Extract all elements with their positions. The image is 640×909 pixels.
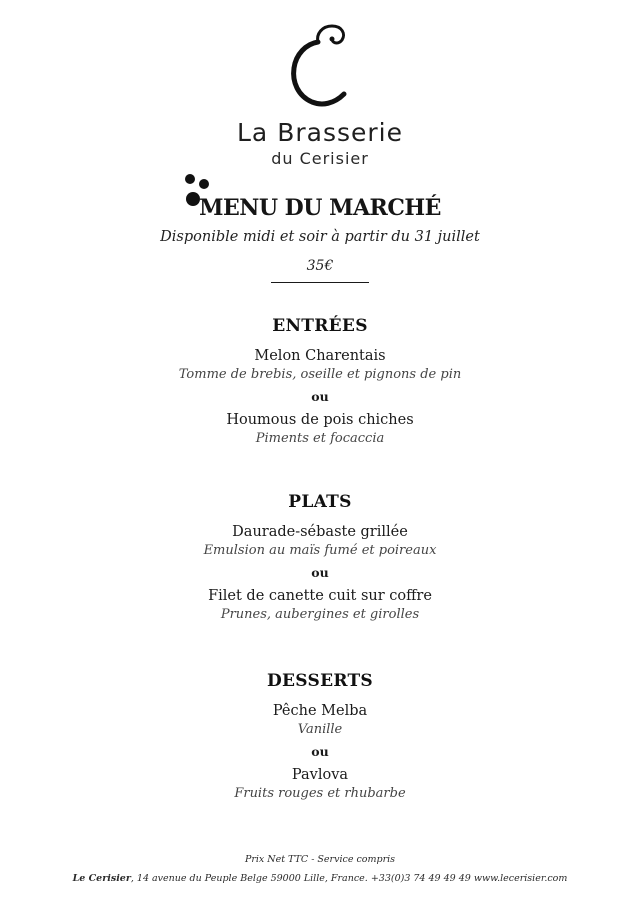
menu-item-description: Tomme de brebis, oseille et pignons de pin — [178, 367, 462, 382]
menu-item-name: Melon Charentais — [254, 348, 386, 364]
menu-item-description: Fruits rouges et rhubarbe — [234, 786, 406, 801]
brasserie-c-logo-icon — [282, 22, 358, 110]
menu-item-name: Houmous de pois chiches — [226, 412, 414, 428]
menu-item-name: Pêche Melba — [272, 703, 368, 719]
menu-item-description: Piments et focaccia — [255, 431, 385, 446]
section-title: PLATS — [288, 492, 352, 512]
footer-restaurant-name: Le Cerisier — [72, 873, 131, 884]
brand-name: La Brasserie — [237, 118, 403, 147]
option-separator: ou — [311, 389, 329, 404]
brand-block — [0, 118, 640, 170]
menu-item-description: Prunes, aubergines et girolles — [220, 607, 420, 622]
availability-note: Disponible midi et soir à partir du 31 juillet — [160, 229, 480, 245]
menu-item-name: Pavlova — [291, 767, 349, 783]
option-separator: ou — [311, 565, 329, 580]
menu-item-name: Daurade-sébaste grillée — [232, 524, 408, 540]
section-title: DESSERTS — [267, 671, 373, 691]
section-plats — [0, 490, 640, 624]
footer — [0, 852, 640, 887]
menu-item-description: Vanille — [297, 722, 343, 737]
section-desserts — [0, 669, 640, 803]
section-title: ENTRÉES — [272, 316, 368, 336]
footer-address: , 14 avenue du Peuple Belge 59000 Lille, France. +33(0)3 74 49 49 49 www.lecerisier.com — [130, 873, 568, 884]
menu-item-description: Emulsion au maïs fumé et poireaux — [203, 543, 437, 558]
brand-subtitle: du Cerisier — [271, 149, 369, 168]
menu-title: MENU DU MARCHÉ — [199, 195, 441, 221]
menu-price: 35€ — [306, 258, 334, 274]
menu-item-name: Filet de canette cuit sur coffre — [208, 588, 432, 604]
price-divider — [271, 282, 369, 283]
option-separator: ou — [311, 744, 329, 759]
contact-line — [0, 871, 640, 887]
section-entrees — [0, 314, 640, 448]
price-note: Prix Net TTC - Service compris — [244, 854, 396, 865]
